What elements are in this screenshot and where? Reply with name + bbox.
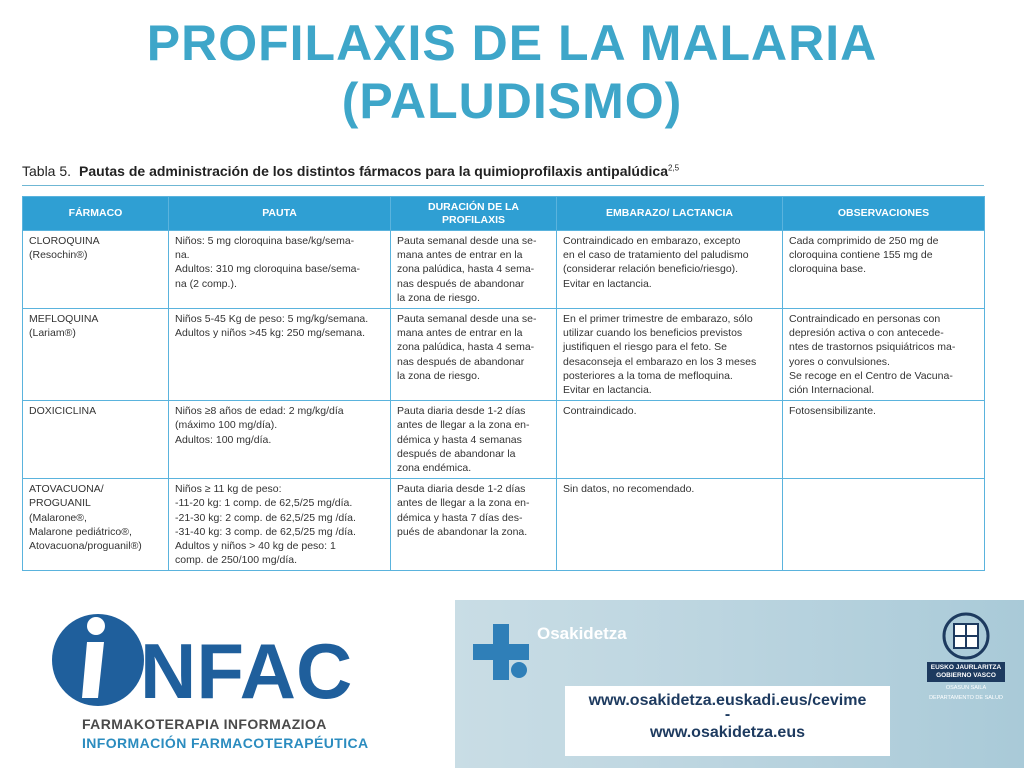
infac-logo-block xyxy=(40,602,420,762)
cell-observaciones: Contraindicado en personas con depresión activa o con antecede- ntes de trastornos psiquiátricos ma- yores o convulsiones. Se recoge en el Centro de Vacuna- ción Internacional. xyxy=(783,309,985,401)
cell-pauta: Niños ≥ 11 kg de peso: -11-20 kg: 1 comp. de 62,5/25 mg/día. -21-30 kg: 2 comp. de 62,5/25 mg /día. -31-40 kg: 3 comp. de 62,5/25 mg /día. Adultos y niños > 40 kg de peso: 1 comp. de 250/100 mg/día. xyxy=(169,479,391,571)
osakidetza-cross-icon xyxy=(473,624,529,680)
cell-observaciones xyxy=(783,479,985,571)
cell-duracion: Pauta diaria desde 1-2 días antes de llegar a la zona en- démica y hasta 7 días des- pués de abandonar la zona. xyxy=(391,479,557,571)
table-description: Pautas de administración de los distintos fármacos para la quimioprofilaxis antipalúdica xyxy=(79,163,668,179)
gobierno-vasco-logo xyxy=(921,612,1011,732)
gov-name-box xyxy=(927,662,1005,682)
coat-of-arms-icon xyxy=(942,612,990,660)
infac-tagline-es: INFORMACIÓN FARMACOTERAPÉUTICA xyxy=(82,735,369,751)
header-pauta: PAUTA xyxy=(169,197,391,231)
table-row xyxy=(23,479,985,571)
infac-logo xyxy=(40,602,400,712)
cell-embarazo: Sin datos, no recomendado. xyxy=(557,479,783,571)
table-row xyxy=(23,231,985,309)
osakidetza-link[interactable]: www.osakidetza.eus xyxy=(649,724,805,741)
gov-name-es: GOBIERNO VASCO xyxy=(936,672,996,679)
table-row xyxy=(23,309,985,401)
slide-title-line2: (PALUDISMO) xyxy=(341,73,683,129)
cell-duracion: Pauta semanal desde una se- mana antes de entrar en la zona palúdica, hasta 4 sema- nas después de abandonar la zona de riesgo. xyxy=(391,231,557,309)
header-embarazo: EMBARAZO/ LACTANCIA xyxy=(557,197,783,231)
cell-observaciones: Fotosensibilizante. xyxy=(783,401,985,479)
cell-embarazo: Contraindicado. xyxy=(557,401,783,479)
cell-observaciones: Cada comprimido de 250 mg de cloroquina contiene 155 mg de cloroquina base. xyxy=(783,231,985,309)
gov-dept-eu: OSASUN SAILA xyxy=(945,685,987,691)
table-header-row xyxy=(23,197,985,231)
infac-tagline-eu: FARMAKOTERAPIA INFORMAZIOA xyxy=(82,716,327,732)
header-duracion: DURACIÓN DE LA PROFILAXIS xyxy=(391,197,557,231)
infac-logo-text: NFAC xyxy=(140,627,353,712)
cell-farmaco: CLOROQUINA (Resochin®) xyxy=(23,231,169,309)
table-refs: 2,5 xyxy=(667,163,680,173)
cell-farmaco: MEFLOQUINA (Lariam®) xyxy=(23,309,169,401)
cell-duracion: Pauta semanal desde una se- mana antes de entrar en la zona palúdica, hasta 4 sema- nas después de abandonar la zona de riesgo. xyxy=(391,309,557,401)
header-observaciones: OBSERVACIONES xyxy=(783,197,985,231)
cell-embarazo: Contraindicado en embarazo, excepto en el caso de tratamiento del paludismo (considerar relación beneficio/riesgo). Evitar en lactancia. xyxy=(557,231,783,309)
slide-title xyxy=(0,14,1024,130)
infac-logo-dot xyxy=(87,617,105,635)
table-number: Tabla 5. xyxy=(22,163,72,179)
cell-duracion: Pauta diaria desde 1-2 días antes de llegar a la zona en- démica y hasta 4 semanas después de abandonar la zona endémica. xyxy=(391,401,557,479)
header-farmaco: FÁRMACO xyxy=(23,197,169,231)
osakidetza-brand: Osakidetza xyxy=(537,624,627,643)
slide-title-line1: PROFILAXIS DE LA MALARIA xyxy=(146,15,878,71)
table-caption xyxy=(22,163,984,186)
gov-name-eu: EUSKO JAURLARITZA xyxy=(930,664,1002,671)
table-row xyxy=(23,401,985,479)
url-box xyxy=(565,686,890,756)
cevime-link[interactable]: www.osakidetza.euskadi.eus/cevime xyxy=(588,692,867,709)
url-separator: - xyxy=(724,706,731,723)
cell-pauta: Niños: 5 mg cloroquina base/kg/sema- na. Adultos: 310 mg cloroquina base/sema- na (2 comp.). xyxy=(169,231,391,309)
cell-farmaco: ATOVACUONA/ PROGUANIL (Malarone®, Malarone pediátrico®, Atovacuona/proguanil®) xyxy=(23,479,169,571)
cell-farmaco: DOXICICLINA xyxy=(23,401,169,479)
cell-pauta: Niños ≥8 años de edad: 2 mg/kg/día (máximo 100 mg/día). Adultos: 100 mg/día. xyxy=(169,401,391,479)
dosing-table xyxy=(22,196,985,571)
cell-embarazo: En el primer trimestre de embarazo, sólo utilizar cuando los beneficios previstos justifiquen el riesgo para el feto. Se desaconseja el embarazo en los 3 meses posteriores a la toma de mefloquina. Evitar en lactancia. xyxy=(557,309,783,401)
gov-dept-es: DEPARTAMENTO DE SALUD xyxy=(929,695,1003,701)
cell-pauta: Niños 5-45 Kg de peso: 5 mg/kg/semana. Adultos y niños >45 kg: 250 mg/semana. xyxy=(169,309,391,401)
osakidetza-banner xyxy=(455,600,1024,768)
